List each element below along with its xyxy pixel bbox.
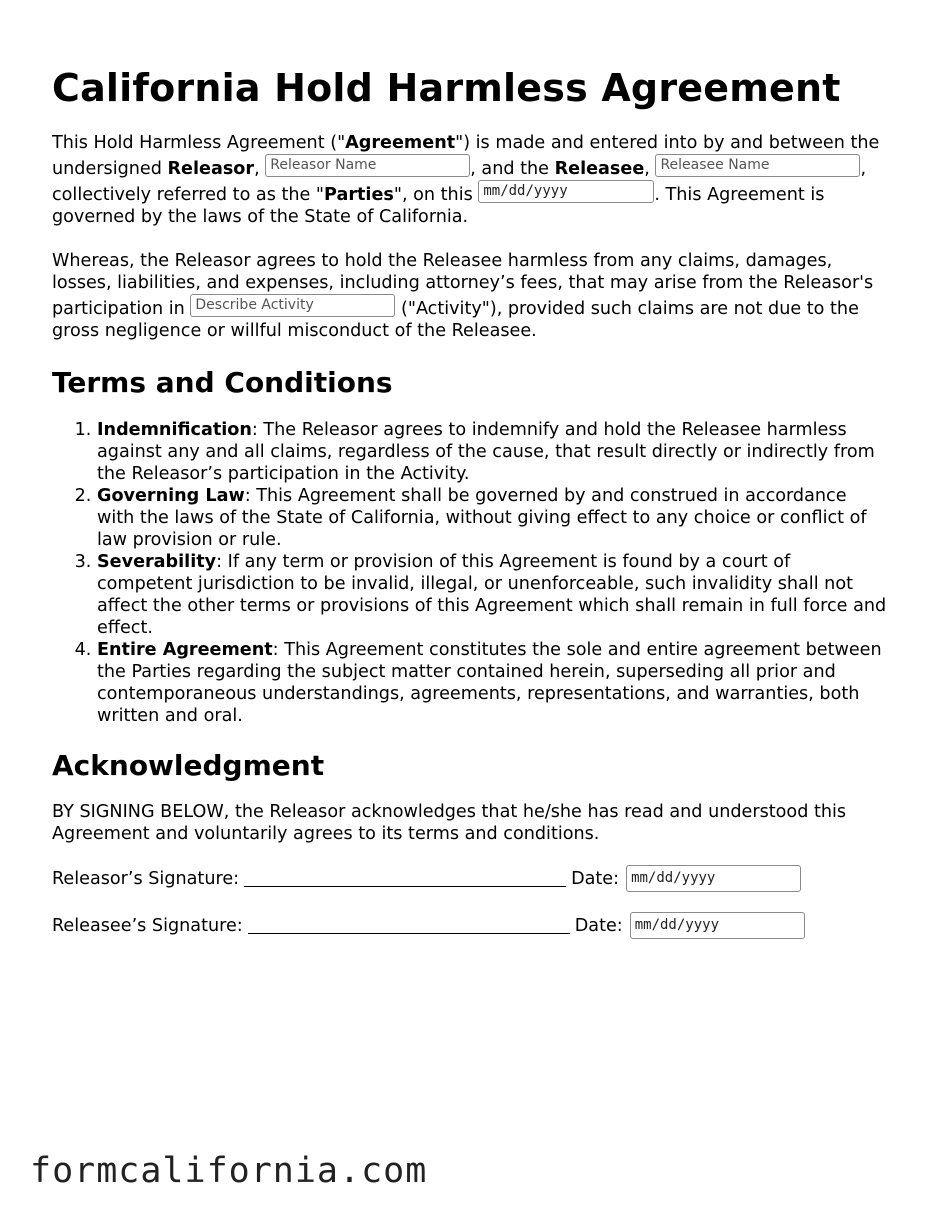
date-label: Date: bbox=[571, 868, 620, 889]
site-watermark: formcalifornia.com bbox=[30, 1151, 428, 1191]
whereas-text: ("Activity"), provided such claims are not due to the gross negligence or willful misconduct of the Releasee. bbox=[52, 299, 859, 341]
intro-text: . This Agreement is governed by the laws of the State of California. bbox=[52, 185, 825, 227]
intro-paragraph bbox=[52, 132, 887, 228]
parties-term: Parties bbox=[324, 185, 394, 205]
term-title: Indemnification bbox=[97, 420, 252, 440]
term-title: Entire Agreement bbox=[97, 640, 273, 660]
agreement-date-input[interactable]: mm/dd/yyyy bbox=[478, 180, 654, 203]
releasor-signature-row bbox=[52, 865, 887, 892]
releasee-date-input[interactable]: mm/dd/yyyy bbox=[630, 912, 805, 939]
document-page bbox=[52, 64, 887, 939]
intro-text: , bbox=[254, 159, 266, 179]
term-text: : If any term or provision of this Agreement is found by a court of competent jurisdiction to be invalid, illegal, or unenforceable, such invalidity shall not affect the other terms or provisions of this Agreement which shall remain in full force and effect. bbox=[97, 552, 887, 638]
releasor-signature-label: Releasor’s Signature: bbox=[52, 868, 240, 889]
term-text: : The Releasor agrees to indemnify and hold the Releasee harmless against any and all claims, regardless of the cause, that result directly or indirectly from the Releasor’s participation in the Activity. bbox=[97, 420, 875, 484]
list-item bbox=[97, 639, 887, 727]
acknowledgment-heading: Acknowledgment bbox=[52, 749, 325, 782]
term-title: Severability bbox=[97, 552, 217, 572]
releasee-signature-line[interactable] bbox=[248, 917, 570, 934]
releasee-term: Releasee bbox=[554, 159, 645, 179]
releasor-date-input[interactable]: mm/dd/yyyy bbox=[626, 865, 801, 892]
intro-text: ") is made and entered into by and between the undersigned bbox=[52, 133, 880, 179]
whereas-paragraph bbox=[52, 250, 887, 342]
terms-heading: Terms and Conditions bbox=[52, 366, 393, 399]
list-item bbox=[97, 551, 887, 639]
whereas-text: Whereas, the Releasor agrees to hold the Releasee harmless from any claims, damages, losses, liabilities, and expenses, including attorney’s fees, that may arise from the Releasor's participation in bbox=[52, 251, 874, 319]
terms-list bbox=[52, 419, 887, 727]
releasee-name-input[interactable]: Releasee Name bbox=[655, 154, 860, 177]
releasee-signature-row bbox=[52, 912, 887, 939]
intro-text: ", on this bbox=[393, 185, 479, 205]
activity-input[interactable]: Describe Activity bbox=[190, 294, 395, 317]
date-label: Date: bbox=[574, 915, 623, 936]
intro-text: This Hold Harmless Agreement (" bbox=[52, 133, 346, 153]
list-item bbox=[97, 485, 887, 551]
releasor-signature-line[interactable] bbox=[244, 870, 566, 887]
intro-text: , and the bbox=[470, 159, 555, 179]
releasee-signature-label: Releasee’s Signature: bbox=[52, 915, 243, 936]
releasor-term: Releasor bbox=[167, 159, 255, 179]
page-title: California Hold Harmless Agreement bbox=[52, 66, 841, 110]
list-item bbox=[97, 419, 887, 485]
releasor-name-input[interactable]: Releasor Name bbox=[265, 154, 470, 177]
acknowledgment-text: BY SIGNING BELOW, the Releasor acknowledges that he/she has read and understood this Agreement and voluntarily agrees to its terms and conditions. bbox=[52, 802, 847, 844]
agreement-term: Agreement bbox=[345, 133, 456, 153]
intro-text: , bbox=[644, 159, 656, 179]
term-text: : This Agreement shall be governed by and construed in accordance with the laws of the State of California, without giving effect to any choice or conflict of law provision or rule. bbox=[97, 486, 867, 550]
term-text: : This Agreement constitutes the sole and entire agreement between the Parties regarding the subject matter contained herein, superseding all prior and contemporaneous understandings, agreements, representations, and warranties, both written and oral. bbox=[97, 640, 882, 726]
term-title: Governing Law bbox=[97, 486, 245, 506]
intro-text: , collectively referred to as the " bbox=[52, 159, 867, 205]
